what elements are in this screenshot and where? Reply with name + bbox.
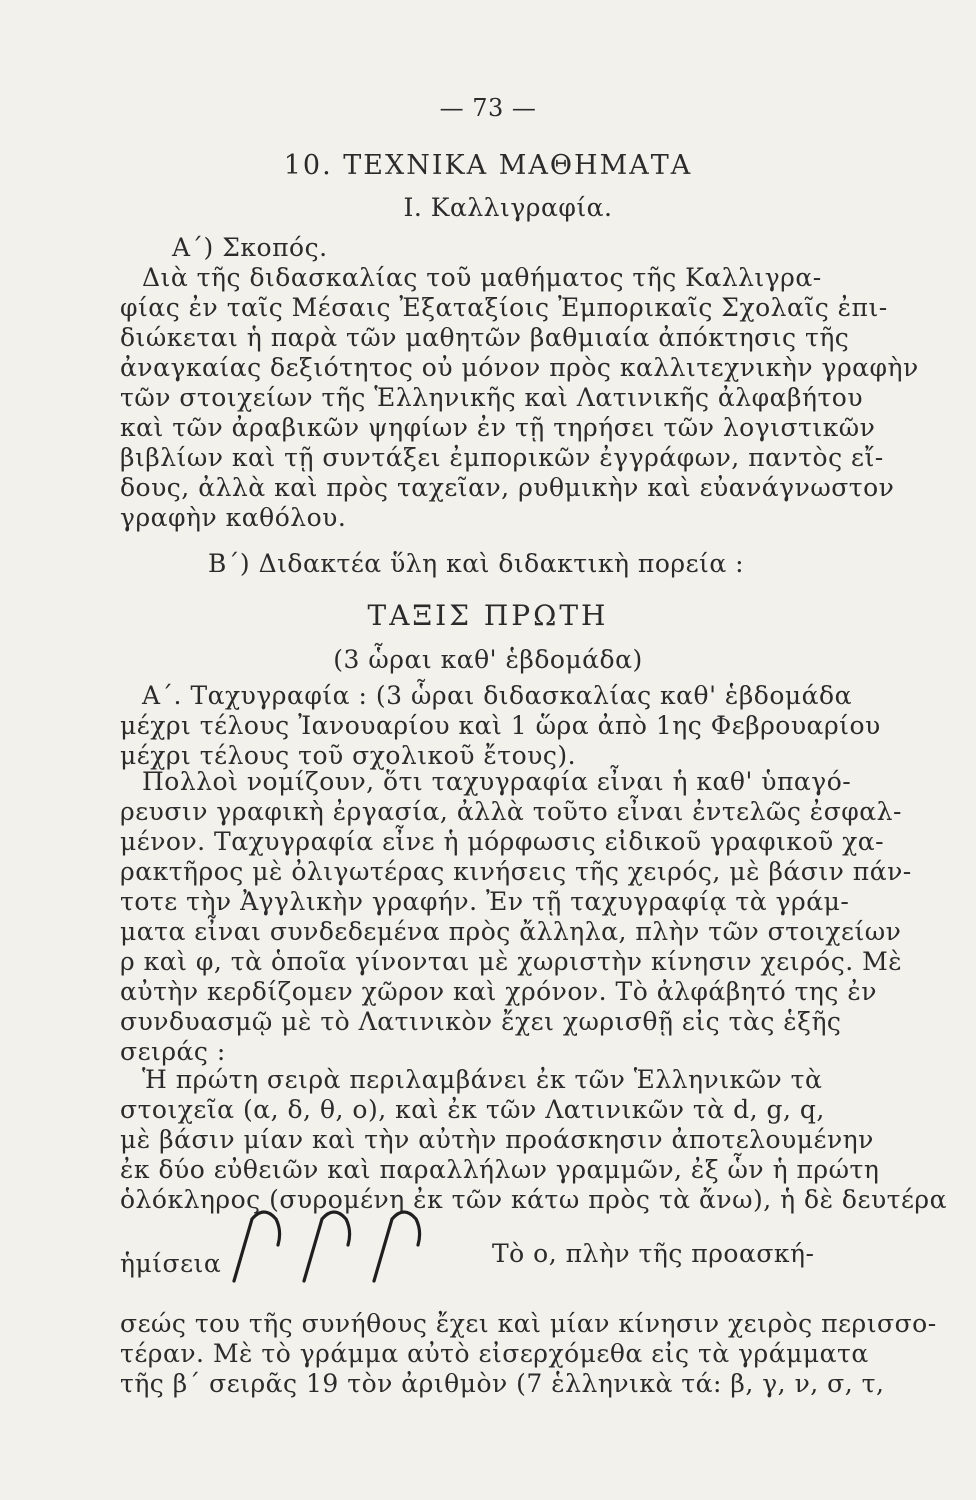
- inline-text-left: ἡμίσεια: [120, 1249, 222, 1278]
- text-line: ρευσιν γραφικὴ ἐργασία, ἀλλὰ τοῦτο εἶναι ἐντελῶς ἐσφαλ-: [120, 797, 902, 826]
- text-line: συνδυασμῷ μὲ τὸ Λατινικὸν ἔχει χωρισθῇ εἰς τὰς ἑξῆς: [120, 1007, 842, 1036]
- text-line: μέχρι τέλους τοῦ σχολικοῦ ἔτους).: [120, 741, 577, 770]
- text-line: ρακτῆρος μὲ ὀλιγωτέρας κινήσεις τῆς χειρός, μὲ βάσιν πάν-: [120, 857, 912, 886]
- inline-text-right: Τὸ ο, πλὴν τῆς προασκή-: [492, 1239, 815, 1268]
- text-line: γραφὴν καθόλου.: [120, 503, 347, 532]
- part-a-heading: Α΄) Σκοπός.: [172, 233, 328, 262]
- text-line: δους, ἀλλὰ καὶ πρὸς ταχεῖαν, ρυθμικὴν καὶ εὐανάγνωστον: [120, 473, 895, 502]
- text-line: τέραν. Μὲ τὸ γράμμα αὐτὸ εἰσερχόμεθα εἰς τὰ γράμματα: [120, 1339, 869, 1368]
- text-line: Α΄. Ταχυγραφία : (3 ὧραι διδασκαλίας καθ' ἑβδομάδα: [142, 681, 852, 710]
- text-line: σεώς του τῆς συνήθους ἔχει καὶ μίαν κίνησιν χειρὸς περισσο-: [120, 1309, 937, 1338]
- text-line: Ἡ πρώτη σειρὰ περιλαμβάνει ἐκ τῶν Ἑλληνικῶν τὰ: [142, 1065, 823, 1094]
- text-line: ἀναγκαίας δεξιότητος οὐ μόνον πρὸς καλλιτεχνικὴν γραφὴν: [120, 353, 919, 382]
- part-b-heading: Β΄) Διδακτέα ὕλη καὶ διδακτικὴ πορεία :: [208, 549, 745, 578]
- text-line: φίας ἐν ταῖς Μέσαις Ἐξαταξίοις Ἐμπορικαῖς Σχολαῖς ἐπι-: [120, 293, 888, 322]
- class-title: ΤΑΞΙΣ ΠΡΩΤΗ: [367, 599, 609, 632]
- page-number: — 73 —: [439, 94, 537, 122]
- text-line: Πολλοὶ νομίζουν, ὅτι ταχυγραφία εἶναι ἡ καθ' ὑπαγό-: [142, 767, 852, 796]
- text-line: βιβλίων καὶ τῇ συντάξει ἐμπορικῶν ἐγγράφων, παντὸς εἴ-: [120, 443, 884, 472]
- text-line: Διὰ τῆς διδασκαλίας τοῦ μαθήματος τῆς Καλλιγρα-: [142, 263, 822, 292]
- text-line: τῶν στοιχείων τῆς Ἑλληνικῆς καὶ Λατινικῆς ἀλφαβήτου: [120, 383, 864, 412]
- text-line: καὶ τῶν ἀραβικῶν ψηφίων ἐν τῇ τηρήσει τῶν λογιστικῶν: [120, 413, 876, 442]
- stroke-example-1: [234, 1212, 280, 1281]
- section-title: 10. ΤΕΧΝΙΚΑ ΜΑΘΗΜΑΤΑ: [283, 150, 693, 181]
- text-line: σειράς :: [120, 1037, 226, 1066]
- text-line: ρ καὶ φ, τὰ ὁποῖα γίνονται μὲ χωριστὴν κίνησιν χειρός. Μὲ: [120, 947, 903, 976]
- text-line: μένον. Ταχυγραφία εἶνε ἡ μόρφωσις εἰδικοῦ γραφικοῦ χα-: [120, 827, 885, 856]
- text-line: ματα εἶναι συνδεδεμένα πρὸς ἄλληλα, πλὴν τῶν στοιχείων: [120, 917, 902, 946]
- text-line: τῆς β΄ σειρᾶς 19 τὸν ἀριθμὸν (7 ἑλληνικὰ τά: β, γ, ν, σ, τ,: [120, 1369, 885, 1398]
- text-line: διώκεται ἡ παρὰ τῶν μαθητῶν βαθμιαία ἀπόκτησις τῆς: [120, 323, 850, 352]
- text-line: ἐκ δύο εὐθειῶν καὶ παραλλήλων γραμμῶν, ἐξ ὧν ἡ πρώτη: [120, 1155, 880, 1184]
- text-line: αὐτὴν κερδίζομεν χῶρον καὶ χρόνον. Τὸ ἀλφάβητό της ἐν: [120, 977, 877, 1006]
- stroke-examples-figure: [230, 1205, 470, 1285]
- subsection-title: Ι. Καλλιγραφία.: [403, 193, 613, 222]
- text-line: ὁλόκληρος (συρομένη ἐκ τῶν κάτω πρὸς τὰ ἄνω), ἡ δὲ δευτέρα: [120, 1185, 947, 1214]
- text-line: τοτε τὴν Ἀγγλικὴν γραφήν. Ἐν τῇ ταχυγραφίᾳ τὰ γράμ-: [120, 887, 850, 916]
- text-line: μὲ βάσιν μίαν καὶ τὴν αὐτὴν προάσκησιν ἀποτελουμένην: [120, 1125, 874, 1154]
- class-hours: (3 ὧραι καθ' ἑβδομάδα): [333, 645, 643, 674]
- stroke-example-3: [374, 1212, 420, 1281]
- stroke-example-2: [304, 1212, 350, 1281]
- text-line: στοιχεῖα (α, δ, θ, ο), καὶ ἐκ τῶν Λατινικῶν τὰ d, g, q,: [120, 1095, 825, 1124]
- text-line: μέχρι τέλους Ἰανουαρίου καὶ 1 ὥρα ἀπὸ 1ης Φεβρουαρίου: [120, 711, 881, 740]
